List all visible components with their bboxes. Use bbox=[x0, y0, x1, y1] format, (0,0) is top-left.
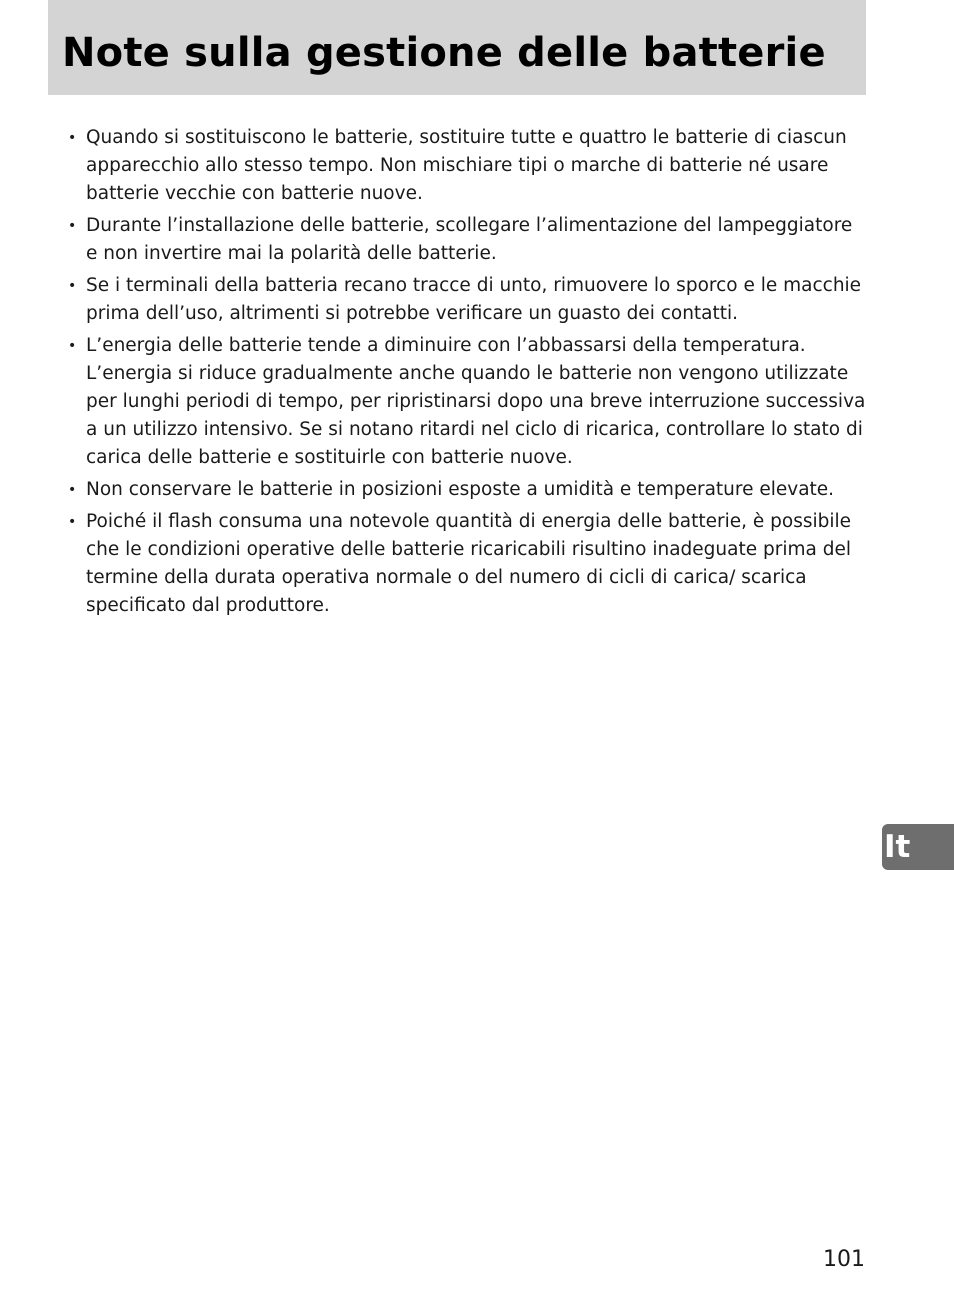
list-item bbox=[68, 272, 868, 328]
language-tab-label: It bbox=[884, 829, 911, 865]
bullet-icon: • bbox=[68, 278, 77, 294]
bullet-icon: • bbox=[68, 482, 77, 498]
bullet-icon: • bbox=[68, 338, 77, 354]
list-item bbox=[68, 508, 868, 620]
language-tab bbox=[882, 824, 954, 870]
list-item-text: Non conservare le batterie in posizioni esposte a umidità e temperature elevate. bbox=[86, 479, 835, 500]
list-item bbox=[68, 332, 868, 472]
bullet-icon: • bbox=[68, 514, 77, 530]
list-item-text: L’energia delle batterie tende a diminuire con l’abbassarsi della temperatura. L’energia si riduce gradualmente anche quando le batterie non vengono utilizzate per lunghi periodi di tempo, per ripristinarsi dopo una breve interruzione successiva a un utilizzo intensivo. Se si notano ritardi nel ciclo di ricarica, controllare lo stato di carica delle batterie e sostituirle con batterie nuove. bbox=[86, 335, 866, 468]
list-item-text: Quando si sostituiscono le batterie, sostituire tutte e quattro le batterie di ciascun apparecchio allo stesso tempo. Non mischiare tipi o marche di batterie né usare batterie vecchie con batterie nuove. bbox=[86, 127, 847, 204]
page-title: Note sulla gestione delle batterie bbox=[62, 30, 826, 76]
bullet-icon: • bbox=[68, 218, 77, 234]
list-item-text: Se i terminali della batteria recano tracce di unto, rimuovere lo sporco e le macchie prima dell’uso, altrimenti si potrebbe verificare un guasto dei contatti. bbox=[86, 275, 862, 324]
list-item-text: Durante l’installazione delle batterie, scollegare l’alimentazione del lampeggiatore e non invertire mai la polarità delle batterie. bbox=[86, 215, 853, 264]
list-item bbox=[68, 476, 868, 504]
list-item bbox=[68, 212, 868, 268]
list-item-text: Poiché il flash consuma una notevole quantità di energia delle batterie, è possibile che le condizioni operative delle batterie ricaricabili risultino inadeguate prima del termine della durata operativa normale o del numero di cicli di carica/ scarica specificato dal produttore. bbox=[86, 511, 852, 616]
page-number: 101 bbox=[823, 1247, 865, 1272]
battery-notes-list bbox=[68, 124, 868, 624]
bullet-icon: • bbox=[68, 130, 77, 146]
list-item bbox=[68, 124, 868, 208]
title-banner bbox=[48, 0, 866, 95]
